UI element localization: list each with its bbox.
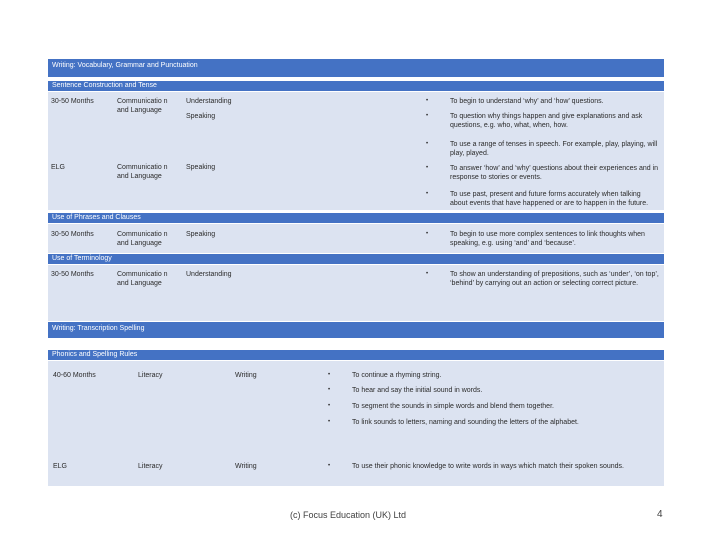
bullet-text: To hear and say the initial sound in words. [352, 387, 483, 394]
row1-area: Communicatio n and Language [117, 98, 168, 114]
bullet-text: To question why things happen and give explanations and ask questions, e.g. who, what, when, how. [450, 113, 643, 129]
bullet-text: To use a range of tenses in speech. For example, play, playing, will play, played. [450, 141, 658, 157]
bullet-text: To begin to understand ‘why’ and ‘how’ questions. [450, 98, 604, 105]
page-number: 4 [657, 509, 663, 520]
phrases-aspect: Speaking [186, 231, 216, 238]
bullet-marker: • [426, 98, 429, 104]
bullet-text: To segment the sounds in simple words and blend them together. [352, 403, 554, 410]
bullet-marker: • [426, 165, 429, 171]
subsection-title-sentence-construction: Sentence Construction and Tense [48, 81, 664, 91]
bullet-text: To begin to use more complex sentences to link thoughts when speaking, e.g. using ‘and’ and ‘because’. [450, 231, 645, 247]
phonics-row1-age: 40-60 Months [53, 372, 96, 379]
phonics-row1-aspect: Writing [235, 372, 257, 379]
terminology-age: 30-50 Months [51, 271, 94, 278]
bullet-text: To link sounds to letters, naming and sounding the letters of the alphabet. [352, 419, 579, 426]
subsection-title-phrases-clauses: Use of Phrases and Clauses [48, 213, 664, 223]
bullet-text: To use their phonic knowledge to write words in ways which match their spoken sounds. [352, 463, 624, 470]
bullet-marker: • [426, 191, 429, 197]
bullet-marker: • [328, 463, 331, 469]
bullet-marker: • [328, 387, 331, 393]
row1-aspect-speaking: Speaking [186, 113, 216, 120]
terminology-area: Communicatio n and Language [117, 271, 168, 287]
phrases-age: 30-50 Months [51, 231, 94, 238]
phrases-area: Communicatio n and Language [117, 231, 168, 247]
bullet-marker: • [426, 141, 429, 147]
subsection-title-phonics: Phonics and Spelling Rules [48, 350, 664, 360]
bullet-marker: • [328, 419, 331, 425]
bullet-text: To use past, present and future forms accurately when talking about events that have happened or are to happen in the future. [450, 191, 649, 207]
row2-area: Communicatio n and Language [117, 164, 168, 180]
row1-aspect-understanding: Understanding [186, 98, 232, 105]
subsection-title-terminology: Use of Terminology [48, 254, 664, 264]
bullet-marker: • [426, 113, 429, 119]
footer-copyright: (c) Focus Education (UK) Ltd [290, 510, 407, 520]
row2-aspect-speaking: Speaking [186, 164, 216, 171]
phonics-row1-area: Literacy [138, 372, 163, 379]
bullet-text: To continue a rhyming string. [352, 372, 442, 379]
bullet-marker: • [426, 231, 429, 237]
phonics-row2-aspect: Writing [235, 463, 257, 470]
bullet-marker: • [426, 271, 429, 277]
row1-age: 30-50 Months [51, 98, 94, 105]
bullet-marker: • [328, 372, 331, 378]
phonics-row2-area: Literacy [138, 463, 163, 470]
section-title-vocabulary: Writing: Vocabulary, Grammar and Punctuation [48, 59, 664, 77]
bullet-marker: • [328, 403, 331, 409]
terminology-aspect: Understanding [186, 271, 232, 278]
phonics-row2-age: ELG [53, 463, 68, 470]
row2-age: ELG [51, 164, 66, 171]
bullet-text: To show an understanding of prepositions, such as ‘under’, ‘on top’, ‘behind’ by carrying out an action or selecting correct picture. [450, 271, 659, 287]
section-title-transcription-spelling: Writing: Transcription Spelling [48, 322, 664, 338]
bullet-text: To answer ‘how’ and ‘why’ questions about their experiences and in response to stories or events. [450, 165, 659, 181]
